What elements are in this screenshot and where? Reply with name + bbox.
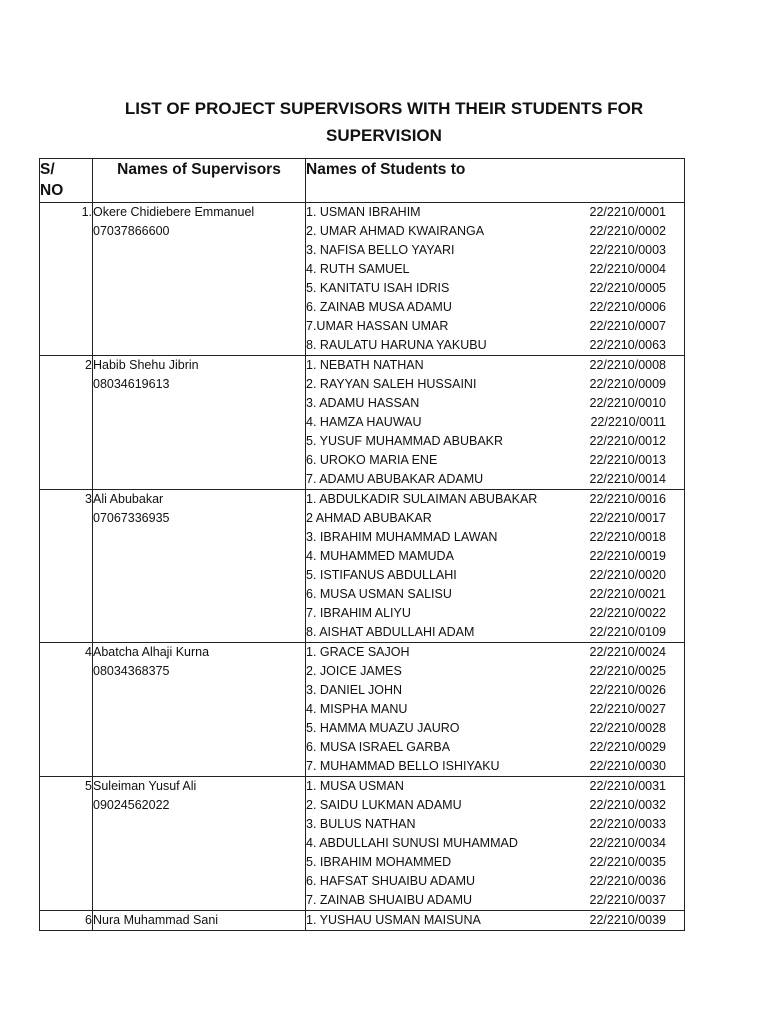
table-body	[40, 203, 685, 931]
supervisor-row	[40, 911, 685, 931]
student-entry	[306, 872, 684, 891]
student-reg-number: 22/2210/0019	[589, 549, 666, 563]
student-reg-number: 22/2210/0039	[589, 913, 666, 927]
student-name: 3. BULUS NATHAN	[306, 817, 416, 831]
student-entry	[306, 509, 684, 528]
supervisor-row	[40, 777, 685, 911]
supervisor-name: Suleiman Yusuf Ali	[93, 779, 197, 793]
supervisor-cell	[93, 777, 306, 911]
student-name: 2. RAYYAN SALEH HUSSAINI	[306, 377, 477, 391]
student-name: 6. ZAINAB MUSA ADAMU	[306, 300, 452, 314]
student-reg-number: 22/2210/0008	[589, 358, 666, 372]
student-name: 3. NAFISA BELLO YAYARI	[306, 243, 455, 257]
student-name: 5. HAMMA MUAZU JAURO	[306, 721, 460, 735]
student-name: 2. JOICE JAMES	[306, 664, 402, 678]
student-entry	[306, 451, 684, 470]
student-reg-number: 22/2210/0017	[589, 511, 666, 525]
student-name: 1. NEBATH NATHAN	[306, 358, 424, 372]
supervisor-cell	[93, 911, 306, 931]
student-name: 1. GRACE SAJOH	[306, 645, 410, 659]
supervisor-phone: 07037866600	[93, 224, 170, 238]
student-entry	[306, 719, 684, 738]
student-reg-number: 22/2210/0009	[589, 377, 666, 391]
supervisor-phone: 07067336935	[93, 511, 170, 525]
student-entry	[306, 470, 684, 489]
supervisor-row	[40, 643, 685, 777]
student-reg-number: 22/2210/0004	[589, 262, 666, 276]
supervisor-name: Abatcha Alhaji Kurna	[93, 645, 210, 659]
student-name: 7. ZAINAB SHUAIBU ADAMU	[306, 893, 473, 907]
student-name: 2 AHMAD ABUBAKAR	[306, 511, 432, 525]
student-reg-number: 22/2210/0006	[589, 300, 666, 314]
student-entry	[306, 738, 684, 757]
student-reg-number: 22/2210/0029	[589, 740, 666, 754]
student-reg-number: 22/2210/0005	[589, 281, 666, 295]
supervisor-cell	[93, 356, 306, 490]
supervisors-table	[39, 158, 685, 931]
student-name: 6. MUSA USMAN SALISU	[306, 587, 452, 601]
student-name: 1. YUSHAU USMAN MAISUNA	[306, 913, 481, 927]
student-reg-number: 22/2210/0002	[589, 224, 666, 238]
student-reg-number: 22/2210/0027	[589, 702, 666, 716]
student-reg-number: 22/2210/0032	[589, 798, 666, 812]
student-reg-number: 22/2210/0028	[589, 721, 666, 735]
supervisor-cell	[93, 643, 306, 777]
student-entry	[306, 604, 684, 623]
student-entry	[306, 356, 684, 375]
student-name: 3. DANIEL JOHN	[306, 683, 403, 697]
student-entry	[306, 585, 684, 604]
student-name: 3. ADAMU HASSAN	[306, 396, 420, 410]
student-reg-number: 22/2210/0012	[589, 434, 666, 448]
serial-number-cell: 5	[40, 777, 93, 911]
student-name: 1. USMAN IBRAHIM	[306, 205, 421, 219]
student-entry	[306, 528, 684, 547]
students-cell	[306, 356, 685, 490]
student-entry	[306, 222, 684, 241]
student-entry	[306, 432, 684, 451]
student-name: 4. ABDULLAHI SUNUSI MUHAMMAD	[306, 836, 518, 850]
supervisor-phone: 09024562022	[93, 798, 170, 812]
student-entry	[306, 203, 684, 222]
student-reg-number: 22/2210/0014	[589, 472, 666, 486]
supervisor-row	[40, 356, 685, 490]
supervisor-name: Ali Abubakar	[93, 492, 164, 506]
student-entry	[306, 260, 684, 279]
student-reg-number: 22/2210/0031	[589, 779, 666, 793]
student-reg-number: 22/2210/0022	[589, 606, 666, 620]
student-entry	[306, 317, 684, 336]
student-name: 6. MUSA ISRAEL GARBA	[306, 740, 451, 754]
student-entry	[306, 643, 684, 662]
student-entry	[306, 566, 684, 585]
student-entry	[306, 911, 684, 930]
supervisor-phone: 08034619613	[93, 377, 170, 391]
student-name: 6. UROKO MARIA ENE	[306, 453, 438, 467]
students-cell	[306, 203, 685, 356]
student-entry	[306, 700, 684, 719]
student-name: 7. ADAMU ABUBAKAR ADAMU	[306, 472, 484, 486]
student-reg-number: 22/2210/0035	[589, 855, 666, 869]
student-name: 5. IBRAHIM MOHAMMED	[306, 855, 452, 869]
supervisor-cell	[93, 203, 306, 356]
student-entry	[306, 298, 684, 317]
student-entry	[306, 662, 684, 681]
student-reg-number: 22/2210/0026	[589, 683, 666, 697]
supervisor-row	[40, 203, 685, 356]
page-title	[80, 95, 688, 149]
student-name: 1. MUSA USMAN	[306, 779, 404, 793]
student-reg-number: 22/2210/0001	[589, 205, 666, 219]
student-entry	[306, 336, 684, 355]
student-reg-number: 22/2210/0024	[589, 645, 666, 659]
student-reg-number: 22/2210/0010	[589, 396, 666, 410]
student-entry	[306, 777, 684, 796]
student-reg-number: 22/2210/0016	[589, 492, 666, 506]
student-name: 4. MUHAMMED MAMUDA	[306, 549, 454, 563]
student-name: 4. MISPHA MANU	[306, 702, 408, 716]
student-name: 8. AISHAT ABDULLAHI ADAM	[306, 625, 475, 639]
students-cell	[306, 777, 685, 911]
student-entry	[306, 547, 684, 566]
student-name: 1. ABDULKADIR SULAIMAN ABUBAKAR	[306, 492, 538, 506]
student-entry	[306, 375, 684, 394]
student-reg-number: 22/2210/0034	[589, 836, 666, 850]
student-entry	[306, 490, 684, 509]
student-reg-number: 22/2210/0025	[589, 664, 666, 678]
student-reg-number: 22/2210/0018	[589, 530, 666, 544]
student-reg-number: 22/2210/0033	[589, 817, 666, 831]
student-reg-number: 22/2210/0109	[589, 625, 666, 639]
student-reg-number: 22/2210/0003	[589, 243, 666, 257]
student-reg-number: 22/2210/0011	[590, 415, 666, 429]
student-reg-number: 22/2210/0063	[589, 338, 666, 352]
student-entry	[306, 394, 684, 413]
student-entry	[306, 891, 684, 910]
student-name: 5. KANITATU ISAH IDRIS	[306, 281, 450, 295]
student-name: 4. HAMZA HAUWAU	[306, 415, 422, 429]
students-cell	[306, 643, 685, 777]
serial-number-cell: 3	[40, 490, 93, 643]
table-header-row	[40, 159, 685, 203]
header-supervisor-names: Names of Supervisors	[93, 159, 306, 203]
supervisor-name: Nura Muhammad Sani	[93, 913, 219, 927]
header-student-names: Names of Students to	[306, 159, 685, 203]
supervisor-name: Habib Shehu Jibrin	[93, 358, 199, 372]
student-reg-number: 22/2210/0037	[589, 893, 666, 907]
student-entry	[306, 241, 684, 260]
student-entry	[306, 815, 684, 834]
student-entry	[306, 853, 684, 872]
student-name: 7.UMAR HASSAN UMAR	[306, 319, 449, 333]
student-entry	[306, 681, 684, 700]
students-cell	[306, 911, 685, 931]
student-name: 5. YUSUF MUHAMMAD ABUBAKR	[306, 434, 504, 448]
student-entry	[306, 757, 684, 776]
student-entry	[306, 834, 684, 853]
student-reg-number: 22/2210/0013	[589, 453, 666, 467]
supervisor-name: Okere Chidiebere Emmanuel	[93, 205, 255, 219]
student-name: 5. ISTIFANUS ABDULLAHI	[306, 568, 457, 582]
serial-number-cell: 6	[40, 911, 93, 931]
student-reg-number: 22/2210/0030	[589, 759, 666, 773]
serial-number-cell: 1.	[40, 203, 93, 356]
student-reg-number: 22/2210/0036	[589, 874, 666, 888]
supervisor-phone: 08034368375	[93, 664, 170, 678]
student-name: 8. RAULATU HARUNA YAKUBU	[306, 338, 487, 352]
supervisor-cell	[93, 490, 306, 643]
student-name: 2. UMAR AHMAD KWAIRANGA	[306, 224, 485, 238]
serial-number-cell: 2	[40, 356, 93, 490]
student-name: 2. SAIDU LUKMAN ADAMU	[306, 798, 462, 812]
students-cell	[306, 490, 685, 643]
supervisor-row	[40, 490, 685, 643]
student-entry	[306, 413, 684, 432]
student-entry	[306, 279, 684, 298]
student-entry	[306, 796, 684, 815]
student-name: 6. HAFSAT SHUAIBU ADAMU	[306, 874, 476, 888]
student-name: 3. IBRAHIM MUHAMMAD LAWAN	[306, 530, 498, 544]
serial-number-cell: 4	[40, 643, 93, 777]
student-reg-number: 22/2210/0020	[589, 568, 666, 582]
student-name: 7. MUHAMMAD BELLO ISHIYAKU	[306, 759, 500, 773]
header-serial-number: S/ NO	[40, 159, 93, 203]
student-reg-number: 22/2210/0007	[589, 319, 666, 333]
student-reg-number: 22/2210/0021	[589, 587, 666, 601]
student-name: 7. IBRAHIM ALIYU	[306, 606, 411, 620]
student-name: 4. RUTH SAMUEL	[306, 262, 410, 276]
title-line-1: LIST OF PROJECT SUPERVISORS WITH THEIR STUDENTS FOR	[124, 99, 644, 118]
student-entry	[306, 623, 684, 642]
title-line-2: SUPERVISION	[326, 126, 442, 145]
